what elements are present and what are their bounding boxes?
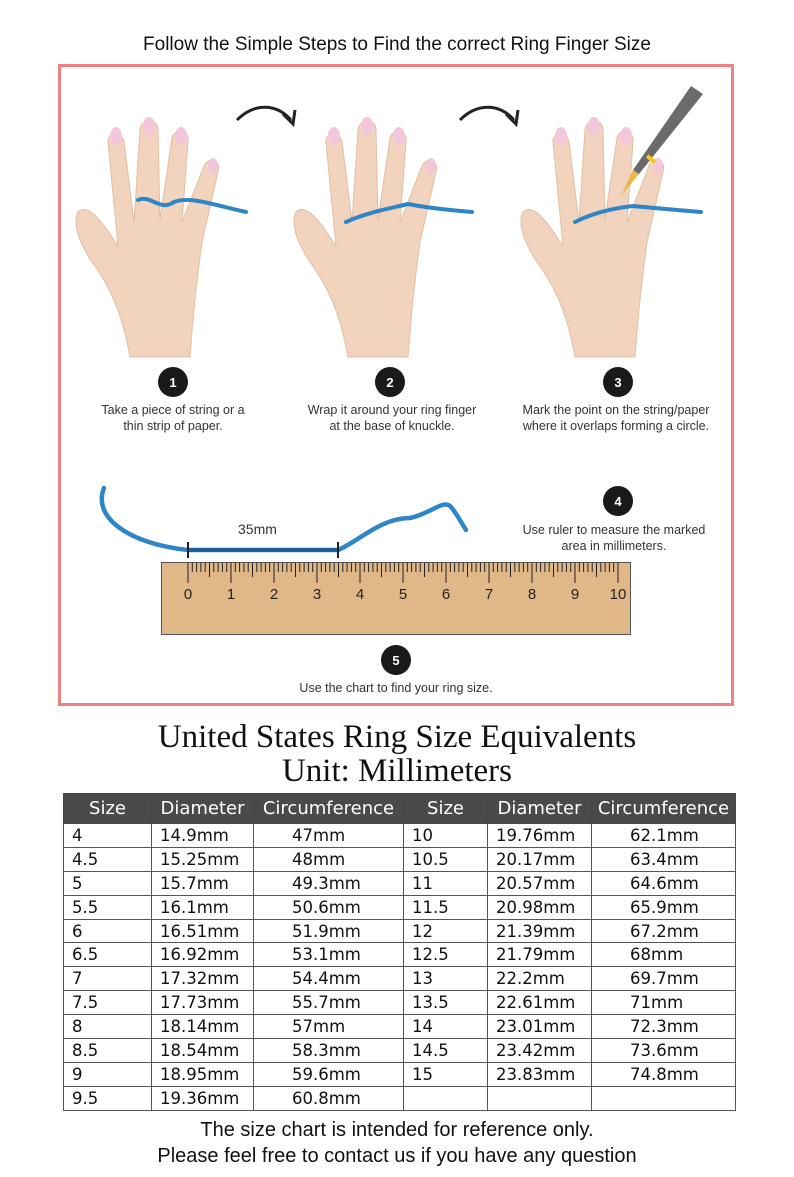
circumference-cell: 74.8mm <box>592 1062 736 1086</box>
size-cell: 7.5 <box>64 991 152 1015</box>
ruler-number: 2 <box>269 586 279 603</box>
step-3-line2: where it overlaps forming a circle. <box>522 419 710 433</box>
measured-length-label: 35mm <box>238 521 277 537</box>
chart-title: United States Ring Size Equivalents <box>157 719 637 755</box>
size-cell: 14 <box>404 1015 488 1039</box>
size-cell: 8.5 <box>64 1039 152 1063</box>
size-cell: 6 <box>64 919 152 943</box>
diameter-cell: 18.95mm <box>152 1062 254 1086</box>
diameter-cell: 23.01mm <box>488 1015 592 1039</box>
circumference-cell: 47mm <box>254 824 404 848</box>
size-cell: 11 <box>404 871 488 895</box>
step-3-line1: Mark the point on the string/paper <box>522 403 710 417</box>
circumference-cell: 62.1mm <box>592 824 736 848</box>
ruler-number: 5 <box>398 586 408 603</box>
step-4-line2: area in millimeters. <box>561 539 667 553</box>
size-cell: 5.5 <box>64 895 152 919</box>
ruler-number: 6 <box>441 586 451 603</box>
table-row <box>64 943 736 967</box>
table-row <box>64 919 736 943</box>
page-title: Follow the Simple Steps to Find the correct Ring Finger Size <box>143 34 651 55</box>
circumference-cell: 54.4mm <box>254 967 404 991</box>
circumference-cell: 51.9mm <box>254 919 404 943</box>
diameter-cell: 15.25mm <box>152 847 254 871</box>
circumference-cell: 53.1mm <box>254 943 404 967</box>
header-circumference: Circumference <box>592 794 736 824</box>
header-diameter: Diameter <box>488 794 592 824</box>
diameter-cell: 21.79mm <box>488 943 592 967</box>
diameter-cell <box>488 1086 592 1110</box>
diameter-cell: 22.61mm <box>488 991 592 1015</box>
ruler-number: 4 <box>355 586 365 603</box>
size-cell: 13.5 <box>404 991 488 1015</box>
size-cell: 13 <box>404 967 488 991</box>
diameter-cell: 17.73mm <box>152 991 254 1015</box>
size-cell: 11.5 <box>404 895 488 919</box>
step-2-line2: at the base of knuckle. <box>329 419 455 433</box>
circumference-cell: 59.6mm <box>254 1062 404 1086</box>
circumference-cell: 71mm <box>592 991 736 1015</box>
ruler-number: 3 <box>312 586 322 603</box>
step-5-line1: Use the chart to find your ring size. <box>299 681 493 695</box>
step-2-badge: 2 <box>375 367 405 397</box>
step-5-text <box>260 680 532 696</box>
circumference-cell: 48mm <box>254 847 404 871</box>
diameter-cell: 23.83mm <box>488 1062 592 1086</box>
table-row <box>64 824 736 848</box>
size-cell: 5 <box>64 871 152 895</box>
diameter-cell: 21.39mm <box>488 919 592 943</box>
size-cell: 12 <box>404 919 488 943</box>
diameter-cell: 18.14mm <box>152 1015 254 1039</box>
size-cell <box>404 1086 488 1110</box>
size-cell: 4 <box>64 824 152 848</box>
ruler-scale <box>162 563 630 634</box>
circumference-cell: 68mm <box>592 943 736 967</box>
step-4-text <box>508 522 720 554</box>
step-1-badge: 1 <box>158 367 188 397</box>
hand-wrap-illustration <box>288 112 478 362</box>
ring-size-table <box>63 793 736 1111</box>
ruler-number: 1 <box>226 586 236 603</box>
table-row <box>64 1062 736 1086</box>
circumference-cell <box>592 1086 736 1110</box>
ruler <box>161 562 631 635</box>
circumference-cell: 64.6mm <box>592 871 736 895</box>
circumference-cell: 69.7mm <box>592 967 736 991</box>
size-cell: 8 <box>64 1015 152 1039</box>
chart-subtitle: Unit: Millimeters <box>281 753 513 789</box>
circumference-cell: 49.3mm <box>254 871 404 895</box>
size-cell: 15 <box>404 1062 488 1086</box>
ruler-number: 8 <box>527 586 537 603</box>
size-cell: 6.5 <box>64 943 152 967</box>
footer-contact: Please feel free to contact us if you have any question <box>157 1145 637 1167</box>
size-cell: 10 <box>404 824 488 848</box>
step-1-text <box>80 402 266 434</box>
diameter-cell: 19.36mm <box>152 1086 254 1110</box>
circumference-cell: 63.4mm <box>592 847 736 871</box>
ruler-number: 9 <box>570 586 580 603</box>
size-cell: 7 <box>64 967 152 991</box>
diameter-cell: 23.42mm <box>488 1039 592 1063</box>
diameter-cell: 22.2mm <box>488 967 592 991</box>
table-row <box>64 895 736 919</box>
step-4-line1: Use ruler to measure the marked <box>522 523 706 537</box>
size-cell: 12.5 <box>404 943 488 967</box>
header-size: Size <box>64 794 152 824</box>
diameter-cell: 14.9mm <box>152 824 254 848</box>
circumference-cell: 67.2mm <box>592 919 736 943</box>
table-row <box>64 967 736 991</box>
size-cell: 9.5 <box>64 1086 152 1110</box>
diameter-cell: 18.54mm <box>152 1039 254 1063</box>
diameter-cell: 16.1mm <box>152 895 254 919</box>
table-row <box>64 871 736 895</box>
hand-mark-illustration <box>515 80 715 362</box>
diameter-cell: 16.92mm <box>152 943 254 967</box>
diameter-cell: 17.32mm <box>152 967 254 991</box>
table-row <box>64 847 736 871</box>
circumference-cell: 50.6mm <box>254 895 404 919</box>
table-row <box>64 991 736 1015</box>
step-2-text <box>290 402 494 434</box>
table-row <box>64 1086 736 1110</box>
step-2-line1: Wrap it around your ring finger <box>307 403 477 417</box>
circumference-cell: 73.6mm <box>592 1039 736 1063</box>
step-3-text <box>505 402 727 434</box>
string-measure-illustration <box>90 478 480 558</box>
header-circumference: Circumference <box>254 794 404 824</box>
ruler-number: 0 <box>183 586 193 603</box>
diameter-cell: 19.76mm <box>488 824 592 848</box>
header-diameter: Diameter <box>152 794 254 824</box>
circumference-cell: 60.8mm <box>254 1086 404 1110</box>
diameter-cell: 20.57mm <box>488 871 592 895</box>
ruler-number: 7 <box>484 586 494 603</box>
step-5-badge: 5 <box>381 645 411 675</box>
diameter-cell: 20.98mm <box>488 895 592 919</box>
size-cell: 9 <box>64 1062 152 1086</box>
circumference-cell: 55.7mm <box>254 991 404 1015</box>
diameter-cell: 20.17mm <box>488 847 592 871</box>
table-row <box>64 1039 736 1063</box>
step-4-badge: 4 <box>603 486 633 516</box>
circumference-cell: 65.9mm <box>592 895 736 919</box>
step-3-badge: 3 <box>603 367 633 397</box>
ruler-number: 10 <box>609 586 627 603</box>
size-cell: 10.5 <box>404 847 488 871</box>
step-1-line1: Take a piece of string or a <box>101 403 245 417</box>
table-header-row <box>64 794 736 824</box>
step-1-line2: thin strip of paper. <box>123 419 223 433</box>
circumference-cell: 72.3mm <box>592 1015 736 1039</box>
size-cell: 4.5 <box>64 847 152 871</box>
circumference-cell: 58.3mm <box>254 1039 404 1063</box>
hand-string-illustration <box>70 112 260 362</box>
header-size: Size <box>404 794 488 824</box>
diameter-cell: 16.51mm <box>152 919 254 943</box>
table-row <box>64 1015 736 1039</box>
size-cell: 14.5 <box>404 1039 488 1063</box>
arrow-right-icon <box>456 98 522 132</box>
diameter-cell: 15.7mm <box>152 871 254 895</box>
circumference-cell: 57mm <box>254 1015 404 1039</box>
footer-note: The size chart is intended for reference only. <box>200 1119 594 1141</box>
